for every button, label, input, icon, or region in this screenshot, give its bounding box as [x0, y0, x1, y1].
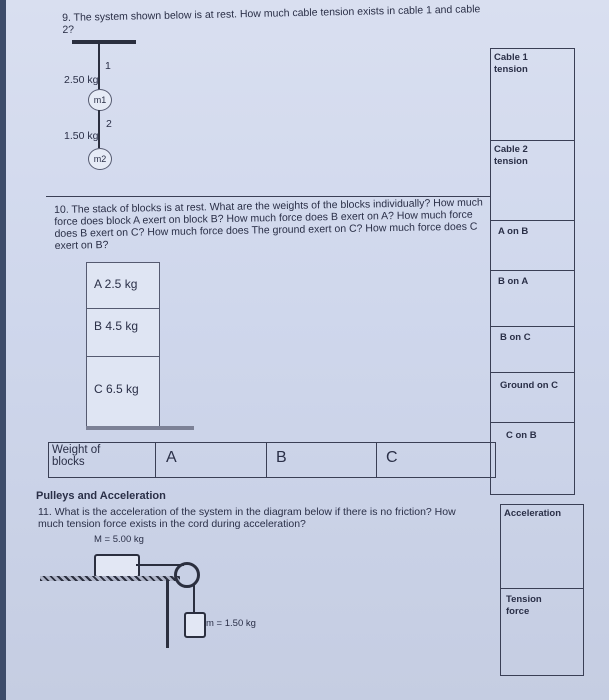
q11-big-mass-label: M = 5.00 kg: [94, 534, 144, 545]
q9-mass-2-circle: [88, 148, 112, 170]
q11-pulley-wheel: [174, 562, 200, 588]
q9-mass-1-symbol: m1: [93, 95, 107, 105]
q11-text: 11. What is the acceleration of the system in the diagram below if there is no friction? How much tension force exists in the cord during acceleration?: [38, 506, 456, 530]
answer-a-on-b: A on B: [498, 226, 529, 237]
q11-table-edge: [166, 580, 169, 648]
answer-divider-2: [490, 220, 575, 221]
weight-col-b: B: [276, 449, 287, 466]
block-a-label: A 2.5 kg: [94, 277, 138, 291]
q11-heading: Pulleys and Acceleration: [36, 490, 166, 502]
block-b-label: B 4.5 kg: [94, 319, 139, 333]
answer-tension-force: Tension force: [506, 594, 542, 617]
answer-c-on-b: C on B: [506, 430, 537, 441]
block-c-label: C 6.5 kg: [94, 382, 139, 396]
q9-mass-1-label: 2.50 kg: [64, 74, 99, 86]
answer-q11-box: [500, 504, 584, 676]
q11-table-block: [94, 554, 140, 578]
answer-divider-4: [490, 326, 575, 327]
weight-table-label: Weight of blocks: [52, 444, 101, 468]
q9-cable-2-label: 2: [106, 118, 112, 130]
answer-cable-1-tension: Cable 1 tension: [494, 52, 528, 75]
weight-table-divider-2: [266, 442, 267, 478]
weight-col-c: C: [386, 449, 398, 466]
q9-mass-2-label: 1.50 kg: [64, 130, 99, 142]
block-b: [86, 308, 160, 358]
answer-b-on-a: B on A: [498, 276, 529, 287]
q9-ceiling: [72, 40, 136, 44]
answer-divider-3: [490, 270, 575, 271]
worksheet-page: [6, 0, 609, 700]
answer-divider-5: [490, 372, 575, 373]
answer-column-left-border: [490, 48, 491, 494]
answer-column-bottom-border: [490, 494, 575, 495]
answer-acceleration: Acceleration: [504, 508, 562, 519]
answer-b-on-c: B on C: [500, 332, 531, 343]
answer-column-right-border: [574, 48, 575, 494]
answer-ground-on-c: Ground on C: [500, 380, 559, 391]
weight-table-divider-1: [155, 442, 156, 478]
q9-mass-2-symbol: m2: [93, 154, 107, 164]
answer-divider-6: [490, 422, 575, 423]
q11-hanging-mass: [184, 612, 206, 638]
q11-table-surface: [40, 576, 180, 581]
answer-divider-1: [490, 140, 575, 141]
answer-column-top-border: [490, 48, 575, 49]
q11-cord-vertical: [193, 584, 195, 612]
q9-cable-2: [98, 110, 100, 148]
weight-table-divider-3: [376, 442, 377, 478]
ground-surface: [86, 426, 194, 430]
weight-col-a: A: [166, 449, 177, 466]
answer-divider-7: [500, 588, 584, 589]
q9-mass-1-circle: [88, 89, 112, 111]
q9-cable-1-label: 1: [105, 60, 111, 72]
q10-text: 10. The stack of blocks is at rest. What are the weights of the blocks individually? How much force does block A exert on block B? How much force does B exert on A? How much force does B exert on C? How much force does The ground exert on C? How much force does C exert on B?: [54, 196, 483, 252]
q9-text: 9. The system shown below is at rest. How much cable tension exists in cable 1 and cable 2?: [62, 3, 481, 36]
answer-cable-2-tension: Cable 2 tension: [494, 144, 528, 167]
q11-hanging-mass-label: m = 1.50 kg: [206, 618, 256, 629]
